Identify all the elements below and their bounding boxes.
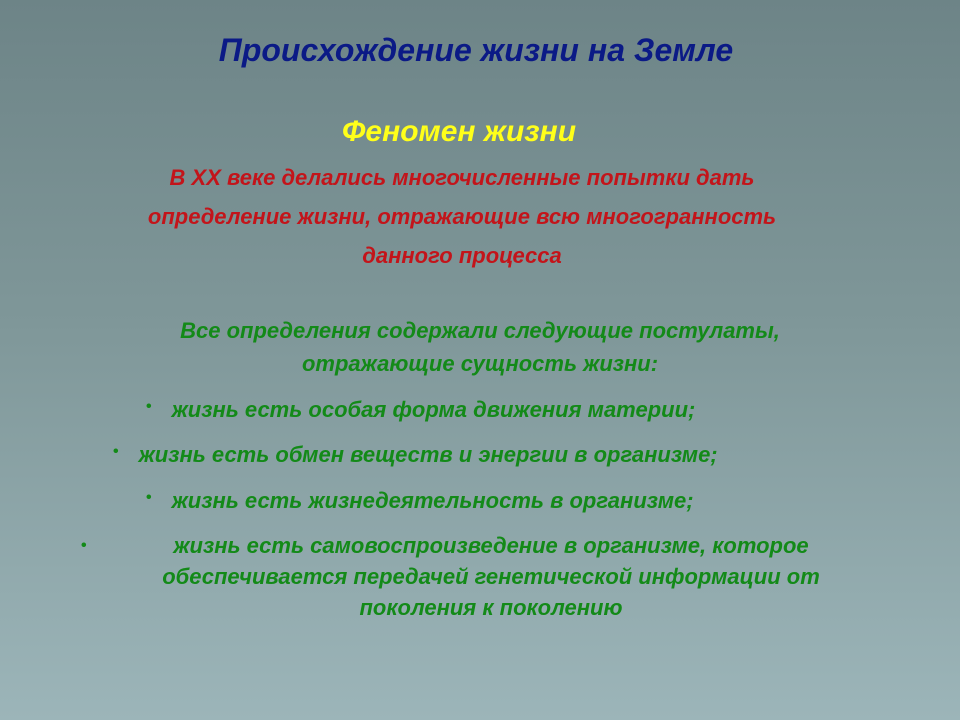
- bullet-text: жизнь есть обмен веществ и энергии в организме;: [138, 442, 718, 467]
- bullet-text-line: жизнь есть самовоспроизведение в организме, которое: [173, 533, 809, 558]
- bullet-item: [146, 392, 695, 425]
- bullet-icon: •: [113, 443, 119, 460]
- slide-title: Происхождение жизни на Земле: [218, 32, 734, 68]
- intro-paragraph: [60, 158, 864, 275]
- intro-line: определение жизни, отражающие всю многогранность: [147, 204, 777, 229]
- bullet-icon: •: [81, 537, 87, 554]
- postulates-heading-line: Все определения содержали следующие постулаты,: [180, 318, 780, 343]
- bullet-item: [76, 530, 906, 623]
- bullet-item: [146, 483, 694, 516]
- bullet-text: жизнь есть особая форма движения материи;: [171, 397, 696, 422]
- bullet-text-line: обеспечивается передачей генетической информации от: [162, 564, 820, 589]
- bullet-item: [113, 437, 718, 470]
- intro-line: В XX веке делались многочисленные попытки дать: [169, 165, 755, 190]
- bullet-text: жизнь есть жизнедеятельность в организме;: [171, 488, 694, 513]
- slide-subtitle: Феномен жизни: [341, 115, 577, 148]
- postulates-heading-line: отражающие сущность жизни:: [301, 351, 659, 376]
- bullet-text-line: поколения к поколению: [359, 595, 623, 620]
- bullet-icon: •: [146, 398, 152, 415]
- bullet-icon: •: [146, 489, 152, 506]
- intro-line: данного процесса: [362, 243, 562, 268]
- postulates-heading: [60, 314, 900, 380]
